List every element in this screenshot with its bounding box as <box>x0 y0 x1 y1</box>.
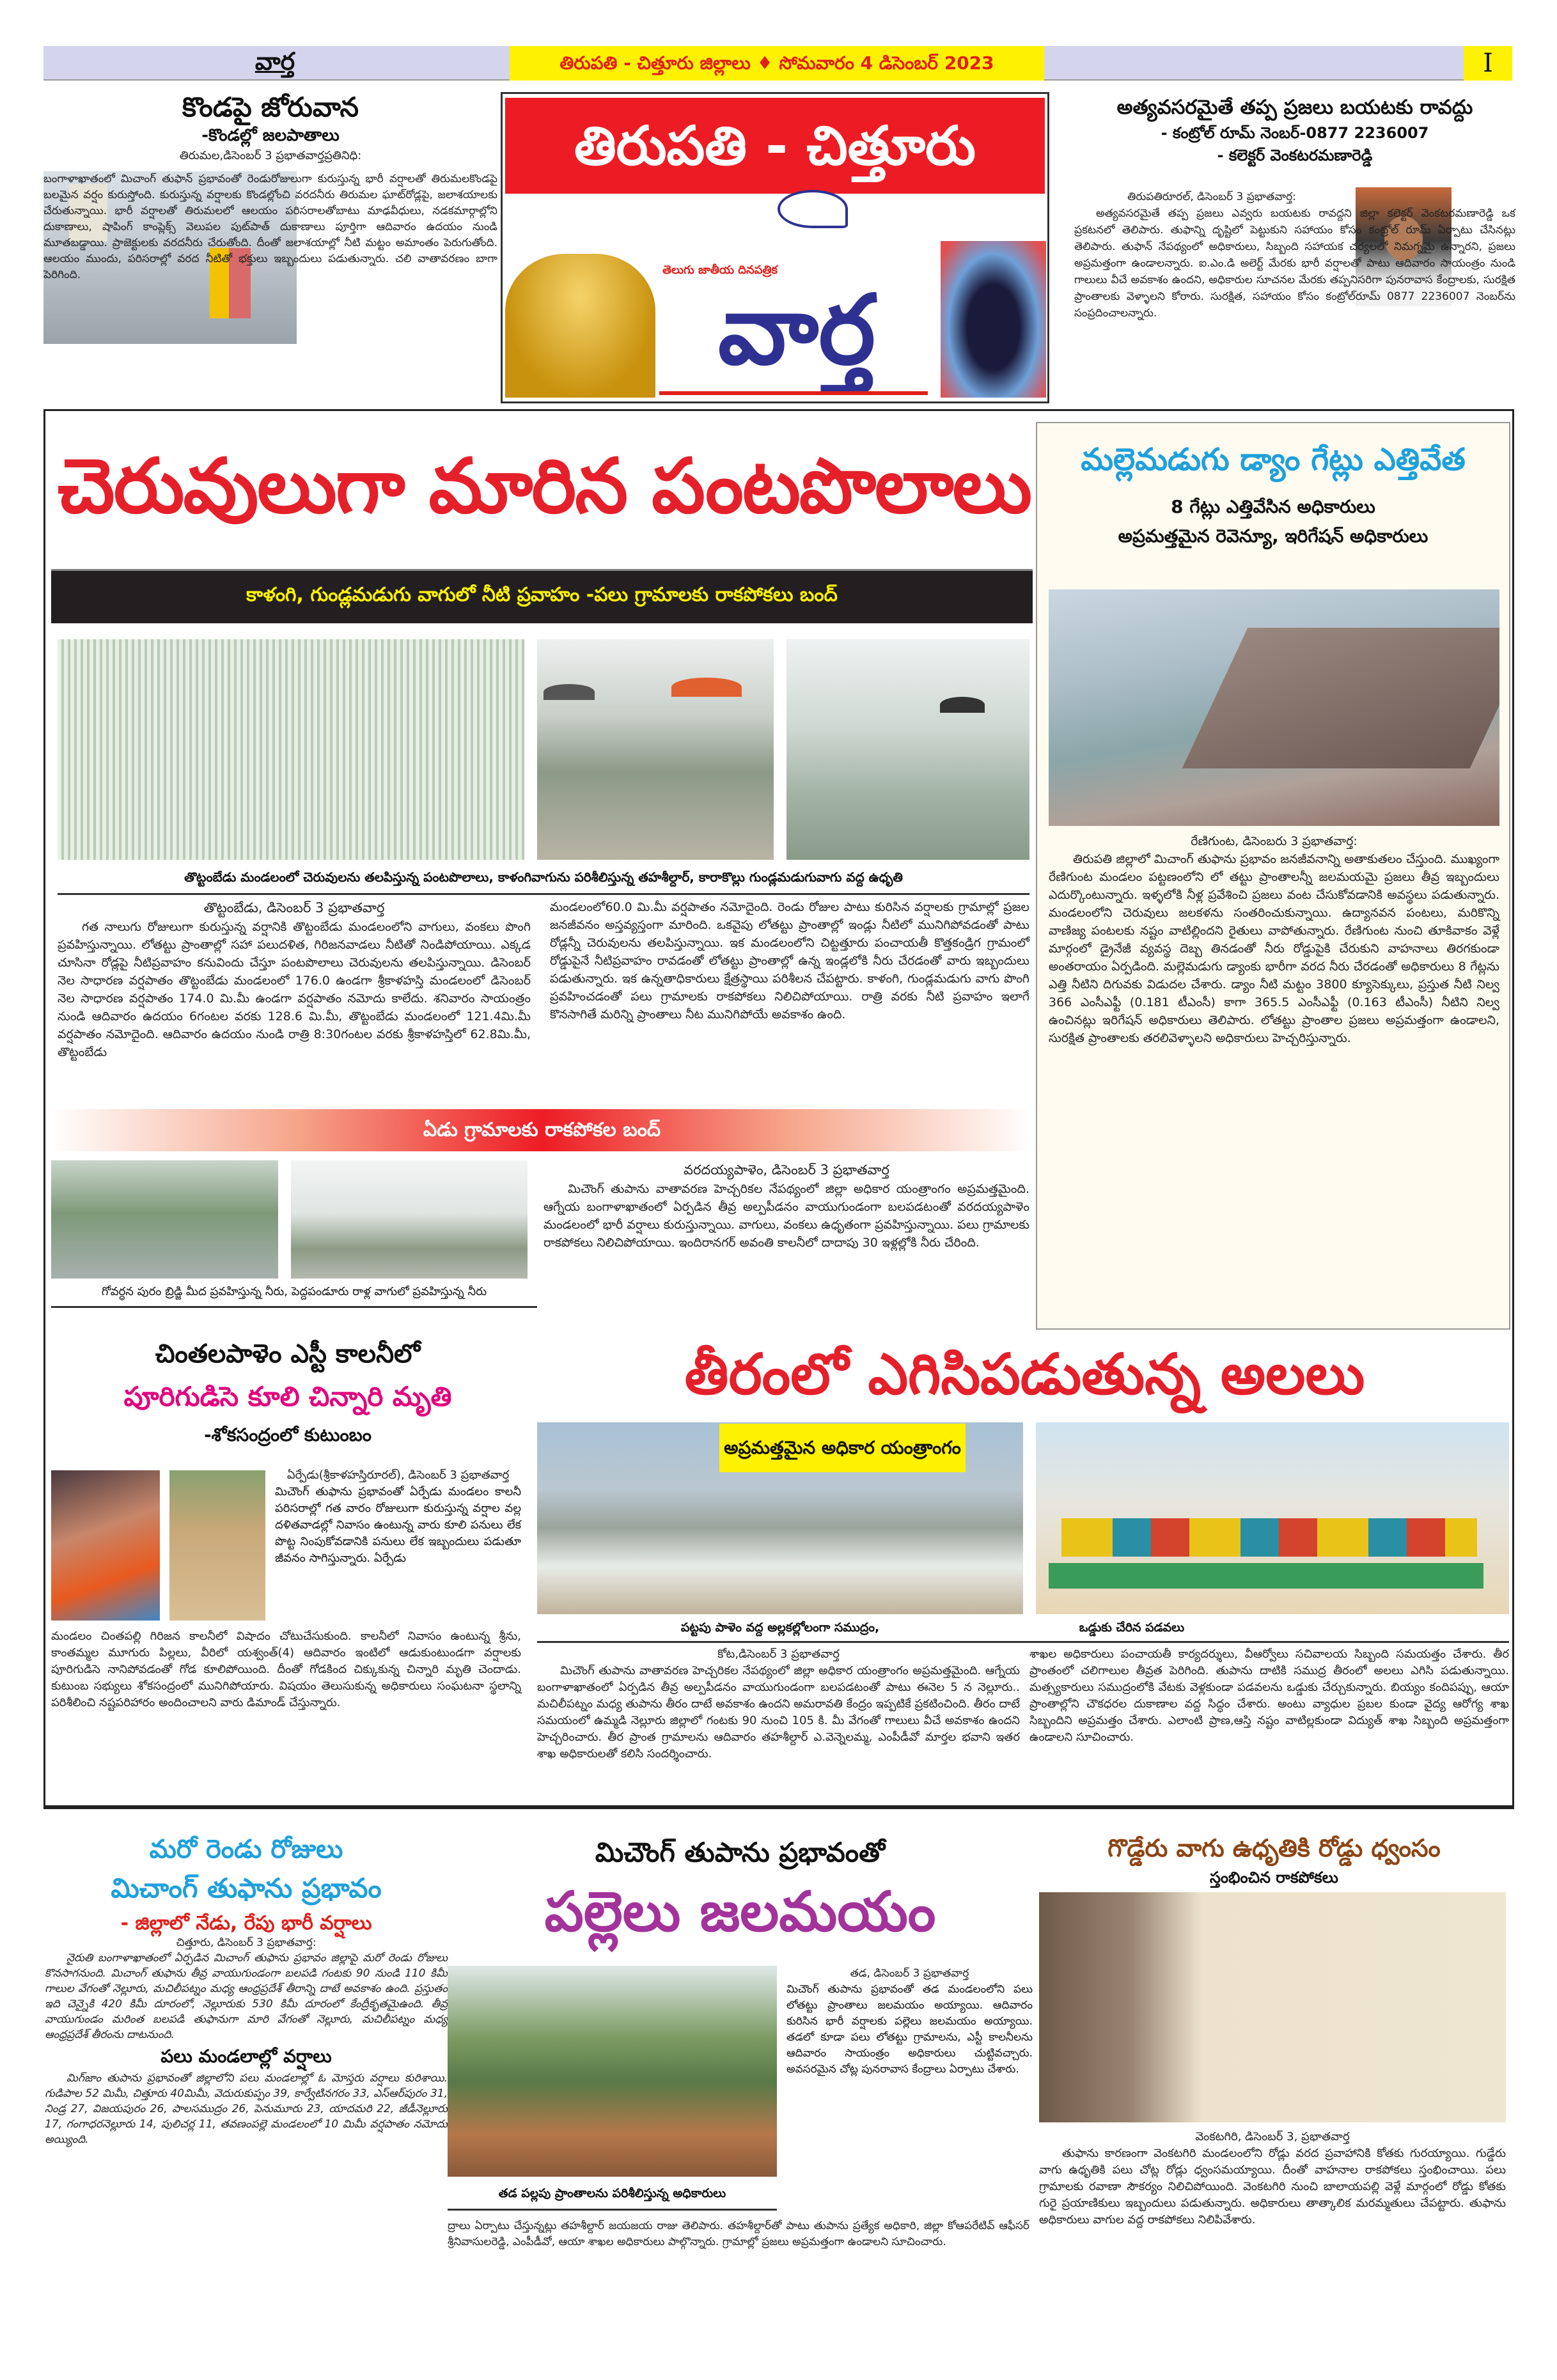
dove-icon <box>778 190 848 228</box>
villages-headline: పల్లెలు జలమయం <box>544 1880 936 1945</box>
child-death-story <box>51 1333 524 1787</box>
header-logo: వార్త <box>254 47 295 75</box>
article-text: బంగాళాఖాతంలో మిచాంగ్ తుఫాన్ ప్రభావంతో రెండురోజులుగా కురుస్తున్న భారీ వర్షాలతో తిరుమలకొండపై బలమైన వర్షం కురుస్తోంది. కురుస్తున్న వర్షాలకు కొండల్లోంచి వరదనీరు తిరుమల ఘాట్‌రోడ్లపై, జలాశయాలకు చేరుతున్నాయి. భారీ వర్షాలతో తిరుమలలో ఆలయం పరిసరాలతోబాటు మాఢవీధులు, నడకమార్గాల్లోని దుకాణాలు, షాపింగ్ కాంప్లెక్స్ వెలుపల పుట్‌పాత్ దుకాణాలు పూర్తిగా ఆదివారం ఉదయం నుండి మూతబడ్డాయి. ప్రాజెక్టులకు వరదనీరు చేరుతోంది. దీంతో జలాశయాల్లో నీటి మట్టం అమాంతం పెరుగుతోంది. ఆలయం ముందు, పరిసరాల్లో వరద నీటితో భక్తులు ఇబ్బందులు పడుతున్నారు. చలి వాతావరణం బాగా పెరిగింది. <box>43 173 497 281</box>
two-days-headline-2: మిచాంగ్ తుఫాను ప్రభావం <box>111 1872 382 1904</box>
photo-collapsed-hut <box>169 1470 265 1621</box>
villages-side-text <box>786 1966 1033 2078</box>
dateline: తిరుమల,డిసెంబర్ 3 ప్రభాతవార్తప్రతినిధి: <box>179 149 362 163</box>
article-text: మిగ్‌జాం తుపాను ప్రభావంతో జిల్లాలోని పలు మండలాల్లో ఓ మోస్తరు వర్షాలు కురిశాయి. గుడిపాల 52 మిమీ, చిత్తూరు 40మిమీ, వెదురుకుప్పం 39, కార్వేటినగరం 33, ఎస్‌ఆర్‌పురం 31, నిండ్ర 27, విజయపురం 26, పాలసముద్రం 26, పెనుమూరు 23, యాదమరి 22, జీడీనెల్లూరు 17, గంగాధరనెల్లూరు 14, పులిచర్ల 11, తవణంపల్లె మండలంలో 10 మిమీ వర్షపాతం నమోదు అయ్యింది. <box>45 2071 448 2146</box>
photo-child <box>51 1470 160 1621</box>
coastal-strap: అప్రమత్తమైన అధికార యంత్రాంగం <box>719 1424 966 1472</box>
headline: కొండపై జోరువాన <box>182 91 359 123</box>
villages-photo-caption: తడ పల్లపు ప్రాంతాలను పరిశీలిస్తున్న అధికారులు <box>448 2186 777 2211</box>
child-subhead: -శోకసంద్రంలో కుటుంబం <box>204 1424 372 1446</box>
article-text: మిచౌంగ్ తుపాను వాతావరణ హెచ్చరికల నేపథ్యంలో జిల్లా అధికార యంత్రాంగం అప్రమత్తమైంది. ఆగ్నేయ బంగాళాఖాతంలో ఏర్పడిన తీవ్ర అల్పపీడనం వాయుగుండంగా బలపడటంతో వరదయ్యపాళెం మండలంలో భారీ వర్షాలు కురుస్తున్నాయి. వాగులు, వంకలు ఉధృతంగా ప్రవహిస్తున్నాయి. పలు గ్రామాలకు రాకపోకలు నిలిచిపోయాయి. ఇందిరానగర్ అవంతి కాలనీలో దాదాపు 30 ఇళ్లల్లోకి నీరు చేరింది. <box>544 1182 1029 1250</box>
article-text: మిచౌంగ్ తుఫాను ప్రభావంతో ఏర్పేడు మండలం కాలనీ పరిసరాల్లో గత వారం రోజులుగా కురుస్తున్న వర్షాల వల్ల దళితవాడల్లో నివాసం ఉంటున్న వారు కూలి పనులు లేక పొట్ట నింపుకోవడానికి పనులు లేక ఇబ్బందులు పడుతూ జీవనం సాగిస్తున్నారు. ఏర్పేడు <box>275 1485 521 1565</box>
coastal-body-col1 <box>537 1663 1020 1762</box>
two-days-body-2 <box>45 2071 448 2147</box>
photo-damaged-road <box>1039 1892 1506 2122</box>
lead-strap: కాళంగి, గుండ్లమడుగు వాగులో నీటి ప్రవాహం -పలు గ్రామాలకు రాకపోకలు బంద్ <box>51 569 1033 623</box>
dam-body <box>1049 850 1499 1047</box>
photo-flooded-fields <box>58 639 524 860</box>
photo-bridge-water <box>51 1160 278 1279</box>
child-body <box>51 1628 521 1711</box>
article-text: మండలంలో60.0 మి.మీ వర్షపాతం నమోదైంది. రెండు రోజుల పాటు కురిసిన వర్షాలకు గ్రామాల్లో ప్రజల జనజీవనం అస్తవ్యస్తంగా మారింది. ఒకవైపు లోతట్టు ప్రాంతాల్లో ఇండ్లు నీటిలో మునిగిపోవడంతో పాటు రోడ్లన్నీ చెరువులను తలపిస్తున్నాయి. ఇక మండలంలోని చిట్టత్తూరు పంచాయతీ కొత్తకండ్రిగ గ్రామంలో రోడ్డుపైనే నీటిప్రవాహం రావడంతో లోతట్టు ప్రాంతాల్లో ఉన్న ఇండ్లలోకి నీరు చేరడంతో వారు ఇబ్బందులు పడుతున్నారు. ఇక ఉన్నతాధికారులు క్షేత్రస్థాయి పరిశీలన చేపట్టారు. కాళంగి, గుండ్లమడుగు వాగు పొంగి ప్రవహించడంతో పలు గ్రామాలకు రాకపోకలు నిలిచిపోయాయి. రాత్రి వరకు నీటి ప్రవాహం ఇలాగే కొనసాగితే మరిన్ని ప్రాంతాలు నీట మునిగిపోయే అవకాశం ఉంది. <box>550 900 1029 1022</box>
dateline: చిత్తూరు, డిసెంబర్ 3 ప్రభాతవార్త: <box>176 1936 317 1949</box>
lead-dateline: తొట్టంబేడు, డిసెంబర్ 3 ప్రభాతవార్త <box>203 900 385 915</box>
photo-stream-overflow <box>786 639 1029 860</box>
child-side-text <box>275 1467 521 1567</box>
dam-headline: మల్లెమడుగు డ్యాం గేట్లు ఎత్తివేత <box>1081 442 1466 478</box>
article-text: ద్రాలు ఏర్పాటు చేస్తున్నట్లు తహశీల్దార్ జయజయ రాజు తెలిపారు. తహశీల్దార్‌తో పాటు తుపాను ప్రత్యేక అధికారి, జిల్లా కోఆపరేటివ్ ఆఫీసర్ శ్రీనివాసులరెడ్డి, ఎంపీడీవో, ఆయా శాఖల అధికారులు పాల్గొన్నారు. గ్రామాల్లో ప్రజలు అప్రమత్తంగా ఉండాలని సూచించారు. <box>448 2220 1029 2248</box>
lead-body-col2 <box>550 898 1029 1023</box>
article-collector-appeal <box>1074 93 1515 406</box>
article-body <box>1074 189 1515 322</box>
photo-tahsildar-inspecting <box>537 639 774 860</box>
article-body <box>43 171 497 283</box>
villages-body <box>448 2218 1029 2250</box>
caption-boats: ఒడ్డుకు చేరిన పడవలు <box>1079 1621 1185 1635</box>
temple-gopuram-image <box>505 254 655 398</box>
child-headline-1: చింతలపాళెం ఎస్టీ కాలనీలో <box>155 1339 421 1369</box>
article-text: తిరుపతి జిల్లాలో మిచాంగ్ తుఫాను ప్రభావం జనజీవనాన్ని అతాకుతలం చేస్తుంది. ముఖ్యంగా రేణిగుంట మండలం పట్టణంలోని లో తట్టు ప్రాంతాలన్నీ జలమయమై ప్రజలు తీవ్ర ఇబ్బందులు ఎదుర్కొంటున్నారు. ఇళ్ళలోకి నీళ్ల ప్రవేశించి ప్రజలు వంట చేసుకోవడానికి అవస్థలు పడుతున్నారు. మండలంలోని చెరువులు జలకళను సంతరించుకున్నాయి. ఉద్యానవన పంటలు, మరికొన్ని వాణిజ్య పంటలకు నష్టం వాటిల్లిందని రైతులు వాపోతున్నారు. రేణిగుంట నుంచి తూకివాకం వెళ్లే మార్గంలో డ్రైనేజీ వ్యవస్థ దెబ్బ తినడంతో నీరు రోడ్డుపైకి చేరుకుని వాహనాలు తిరగకుండా అంతరాయం ఏర్పడింది. మల్లెమడుగు డ్యాంకు భారీగా వరద నీరు చేరడంతో అధికారులు 8 గేట్లను ఎత్తి నీటిని దిగువకు విడుదల చేశారు. డ్యాం నీటి మట్టం 3800 క్యూసెక్కులు, ప్రస్తుత నీటి నిల్వ 366 ఎంసీఎఫ్టీ (0.181 టీఎంసీ) కాగా 365.5 ఎంసీఎఫ్టీ (0.163 టీఎంసీ) నీటిని నిల్వ ఉంచినట్లు ఇరిగేషన్ అధికారులు తెలిపారు. లోతట్టు ప్రాంతాల ప్రజలు అప్రమత్తంగా ఉండాలని, సురక్షిత ప్రాంతాలకు తరలివెళ్ళాలని అధికారులు హెచ్చరిస్తున్నారు. <box>1049 852 1499 1045</box>
child-headline-2: పూరిగుడిసె కూలి చిన్నారి మృతి <box>123 1381 452 1412</box>
lead-body-col1 <box>58 918 531 1061</box>
article-text: శాఖల అధికారులు పంచాయతీ కార్యదర్శులు, వీఆర్వోలు సచివాలయ సిబ్బంది సమయత్తం చేశారు. తీర ప్రాంతంలో చలిగాలుల తీవ్రత పెరిగింది. తుపాను దాటికి సముద్ర తీరంలో అలలు ఎగిసి పడుతున్నాయి. మత్స్యకారులు సముద్రంలోకి వేటకు వెళ్లకుండా పడవలను ఒడ్డుకు చేర్చుకున్నారు. బియ్యం కందిపప్పు, ఆయా ప్రాంతాల్లోని చౌకధరల దుకాణాల వద్ద సిద్ధం చేశారు. అంటు వ్యాధుల ప్రబల కుండా వైద్య ఆరోగ్య శాఖ సిబ్బందిని అప్రమత్తం చేశారు. ఎలాంటి ప్రాణ,ఆస్తి నష్టం వాటిల్లకుండా విద్యుత్ శాఖ సిబ్బంది అప్రమత్తంగా ఉండాలని సూచించారు. <box>1029 1647 1509 1744</box>
two-days-headline-1: మరో రెండు రోజులు <box>149 1835 343 1864</box>
dateline: వరదయ్యపాళెం, డిసెంబర్ 3 ప్రభాతవార్త <box>684 1162 889 1178</box>
road-headline: గొడ్డేరు వాగు ఉధృతికి రోడ్డు ధ్వంసం <box>1107 1834 1441 1862</box>
two-days-body <box>45 1950 448 2042</box>
villages-kicker: మిచౌంగ్ తుపాను ప్రభావంతో <box>595 1837 886 1868</box>
article-tirumala-rain <box>43 89 497 409</box>
lead-photo-caption: తొట్టంబేడు మండలంలో చెరువులను తలపిస్తున్న పంటపొలాలు, కాళంగివాగును పరిశీలిస్తున్న తహశీల్దార్, కారాకొల్లు గుండ్లమడుగువాగు వద్ద ఉధృతి <box>58 869 1029 895</box>
article-text: తుఫాను కారణంగా వెంకటగిరి మండలంలోని రోడ్లు వరద ప్రవాహానికి కోతకు గురయ్యాయి. గుడ్డేరు వాగు ఉధృతికి పలు చోట్ల రోడ్లు ధ్వంసమయ్యాయి. దీంతో వాహనాల రాకపోకలు స్తంభించాయి. పలు గ్రామాలకు రవాణా సౌకర్యం నిలిచిపోయింది. వెంకటగిరి నుంచి బాలాయపల్లి వెళ్లే మార్గంలో రోడ్డు కోతకు గురై ప్రయాణికులు ఇబ్బందులు పడుతున్నారు. అధికారులు తాత్కాలిక మరమ్మతులు చేపట్టారు. తుఫాను అధికారులు వాగుల వద్ద రాకపోకలు నిలిపివేశారు. <box>1039 2147 1506 2227</box>
subhead-control-room: - కంట్రోల్ రూమ్ నెంబర్-0877 2236007 <box>1161 123 1429 142</box>
page-number: I <box>1464 46 1512 81</box>
two-days-subhead: - జిల్లాలో నేడు, రేపు భారీ వర్షాలు <box>120 1912 372 1935</box>
seven-villages-body <box>544 1180 1029 1252</box>
dam-subhead-gates: 8 గేట్లు ఎత్తివేసిన అధికారులు <box>1171 496 1375 518</box>
coastal-body-col2 <box>1029 1646 1509 1746</box>
seven-villages-banner: ఏడు గ్రామాలకు రాకపోకల బంద్ <box>51 1109 1033 1151</box>
coastal-headline: తీరంలో ఎగిసిపడుతున్న అలలు <box>684 1341 1365 1407</box>
lead-headline: చెరువులుగా మారిన పంటపొలాలు <box>58 442 1031 530</box>
subsection-heading: పలు మండలాల్లో వర్షాలు <box>160 2045 332 2067</box>
dateline: తడ, డిసెంబర్ 3 ప్రభాతవార్త <box>850 1967 969 1980</box>
road-subhead: స్తంభించిన రాకపోకలు <box>1210 1868 1338 1886</box>
caption-rough-sea: పట్టపు పాళెం వద్ద అల్లకల్లోలంగా సముద్రం, <box>680 1621 880 1635</box>
dam-story <box>1036 422 1510 1330</box>
article-text: మండలం చింతపల్లి గిరిజన కాలనీలో విషాదం చోటుచేసుకుంది. కాలనీలో నివాసం ఉంటున్న శ్రీను, కాంతమ్మల మూగురు పిల్లలు, వీరిలో యశ్వంత్(4) ఆదివారం ఇంటిలో ఆడుకుంటుండగా వర్షాలకు పూరిగుడిసె నానిపోవడంతో గోడ కూలిపోయింది. దీంతో గోడకింద చిక్కుకున్న చిన్నారి మృతి చెందాడు. కుటుంబ సభ్యులు శోకసంద్రంలో మునిగిపోయారు. విషయం తెలుసుకున్న అధికారులు సంఘటనా స్థలాన్ని పరిశీలించి నష్టపరిహారం అందించాలని వారు డిమాండ్ చేస్తున్నారు. <box>51 1629 521 1709</box>
subhead-collector: - కలెక్టర్ వెంకటరమణారెడ్డి <box>1217 146 1373 165</box>
seven-villages-photo-caption: గోవర్ధన పురం బ్రిడ్జి మీద ప్రవహిస్తున్న నీరు, పెద్దపండూరు రాళ్ల వాగులో ప్రవహిస్తున్న నీరు <box>51 1285 537 1308</box>
villages-flooded-story <box>448 1822 1033 2378</box>
divider <box>537 1641 1509 1643</box>
dateline: ఏర్పేడు(శ్రీకాళహస్తిరూరల్), డిసెంబర్ 3 ప్రభాతవార్త <box>286 1468 510 1482</box>
logo-underline <box>659 391 928 395</box>
masthead <box>501 92 1049 403</box>
edition-line: తిరుపతి - చిత్తూరు జిల్లాలు ♦ సోమవారం 4 డిసెంబర్ 2023 <box>510 46 1044 81</box>
article-text: నైరుతి బంగాళాఖాతంలో ఏర్పడిన మిచాంగ్ తుఫాను ప్రభావం జిల్లాపై మరో రెండు రోజులు కొనసాగనుంది. మిచాంగ్ తుఫాను తీవ్ర వాయుగుండంగా బలపడి గంటకు 90 నుండి 110 కిమీ గాలుల వేగంతో నెల్లూరు, మచిలీపట్నం మధ్య ఆంధ్రప్రదేశ్ తీరాన్ని దాటే అవకాశం ఉంది. ప్రస్తుతం ఇది చెన్నైకి 420 కిమీ దూరంలో, నెల్లూరుకు 530 కిమీ దూరంలో కేంద్రీకృతమైఉంది. తీవ్ర వాయుగుండం మరింత బలపడి తుఫానుగా మారి వేగంతో నెల్లూరు, మచిలీపట్నం మధ్య ఆంధ్రప్రదేశ్ తీరంను దాటనుంది. <box>45 1951 448 2041</box>
masthead-title: తిరుపతి - చిత్తూరు <box>505 98 1045 194</box>
masthead-tagline: తెలుగు జాతీయ దినపత్రిక <box>662 263 778 277</box>
article-text: గత నాలుగు రోజులుగా కురుస్తున్న వర్షానికి తొట్టంబేడు మండలంలోని వాగులు, వంకలు పొంగి ప్రవహిస్తున్నాయి. లోతట్టు ప్రాంతాల్లో సహా పలుదళిత, గిరిజనవాడలు నీటితో నిండిపోయాయి. ఎక్కడ చూసినా రోడ్లపై నీటిప్రవాహం కనువిందు చేస్తూ పంటపొలాలు చెరువులను తలపిస్తున్నాయి. డిసెంబర్ నెల సాధారణ వర్షపాతం తొట్టంబేడు మండలంలో 176.0 ఉండగా శ్రీకాళహస్తి మండలంలో డిసెంబర్ నెల సాధారణ వర్షపాతం 174.0 మి.మీ ఉండగా వర్షపాతం నమోదు కాలేదు. శనివారం సాయంత్రం నుండి ఆదివారం ఉదయం 6గంటల వరకు 128.6 మి.మీ, తొట్టంబేడు మండలంలో 121.4మి.మీ వర్షపాతం నమోదైంది. ఆదివారం ఉదయం నుండి రాత్రి 8:30గంటల వరకు శ్రీకాళహస్తిలో 62.8మి.మీ, తొట్టంబేడు <box>58 920 531 1059</box>
dam-dateline: రేణిగుంట, డిసెంబరు 3 ప్రభాతవార్త: <box>1191 834 1357 848</box>
subhead: -కొండల్లో జలపాతాలు <box>201 126 340 146</box>
photo-officials-inspecting <box>448 1966 777 2177</box>
photo-stream-water <box>291 1160 528 1279</box>
dateline: తిరుపతిరూరల్, డిసెంబర్ 3 ప్రభాతవార్త: <box>1127 191 1296 203</box>
article-text: మిచౌంగ్ తుపాను ప్రభావంతో తడ మండలంలోని పలు లోతట్టు ప్రాంతాలు జలమయం అయ్యాయి. ఆదివారం కురిసిన భారీ వర్షాలకు పల్లెలు జలమయం అయ్యాయి. తడలో కూడా పలు లోతట్టు గ్రామాలను, ఎస్టీ కాలనీలను ఆదివారం సాయంత్రం అధికారులు చుట్టివచ్చారు. అవసరమైన చోట్ల పునరావాస కేంద్రాలు ఏర్పాటు చేశారు. <box>786 1983 1033 2076</box>
dam-subhead-officials: అప్రమత్తమైన రెవెన్యూ, ఇరిగేషన్ అధికారులు <box>1118 525 1428 547</box>
road-body <box>1039 2145 1506 2228</box>
photo-boats-ashore <box>1036 1422 1509 1614</box>
road-dateline: వెంకటగిరి, డిసెంబర్ 3, ప్రభాతవార్త <box>1195 2130 1350 2143</box>
road-damage-story <box>1036 1822 1512 2378</box>
headline: అత్యవసరమైతే తప్ప ప్రజలు బయటకు రావద్దు <box>1116 96 1473 119</box>
coastal-dateline: కోట,డిసెంబర్ 3 ప్రభాతవార్త <box>717 1647 840 1661</box>
seven-villages-story <box>51 1109 1033 1320</box>
coastal-story <box>537 1333 1512 1787</box>
masthead-logo: వార్త <box>717 275 876 386</box>
two-days-story <box>45 1822 448 2378</box>
article-text: అత్యవసరమైతే తప్ప ప్రజలు ఎవ్వరు బయటకు రావద్దని జిల్లా కలెక్టర్ వెంకటరమణారెడ్డి ఒక ప్రకటనలో తెలిపారు. తుఫాన్ని దృష్టిలో పెట్టుకుని సహాయం కోసం కంట్రోల్ రూమ్ ఏర్పాటు చేసినట్లు తెలిపారు. తుఫాన్ నేపథ్యంలో అధికారులు, సిబ్బంది సహాయక చర్యలలో నిమగ్నమై ఉన్నారని, ప్రజలు అప్రమత్తంగా ఉండాలన్నారు. ఐ.ఎం.డి అలెర్ట్ మేరకు భారీ వర్షాలతో పాటు ఆదివారం సాయంత్రం నుండి గాలులు వీచే అవకాశం ఉందని, అధికారుల సూచనల మేరకు తప్పనిసరిగా పునరావాస కేంద్రాలకు, సురక్షిత ప్రాంతాలకు వెళ్ళాలని కోరారు. సురక్షిత, సహాయం కోసం కంట్రోల్‌రూమ్ 0877 2236007 నెంబర్‌ను సంప్రదించాలన్నారు. <box>1074 207 1515 320</box>
ganesha-idol-image <box>941 241 1046 398</box>
lead-story <box>51 422 1033 1112</box>
photo-dam-gates <box>1049 589 1499 826</box>
article-text: మిచౌంగ్ తుపాను వాతావరణ హెచ్చరికల నేపథ్యంలో జిల్లా అధికార యంత్రాంగం అప్రమత్తమైంది. ఆగ్నేయ బంగాళాఖాతంలో ఏర్పడిన తీవ్ర అల్పపీడనం వాయుగుండంగా బలపడటంతో పాటు ఈనెల 5 న నెల్లూరు.. మచిలీపట్నం మధ్య తుపాను తీరం దాటే అవకాశం ఉందని అమరావతి కేంద్రం ఇప్పటికే ప్రకటించింది. తీరం దాటే సమయంలో ఉమ్మడి నెల్లూరు జిల్లాలో గంటకు 90 నుంచి 105 కి. మీ వేగంతో గాలులు వీచే అవకాశం ఉందని హెచ్చరించారు. తీర ప్రాంత గ్రామాలను ఆదివారం తహశీల్దార్ ఎ.వెన్నెలమ్మ, ఎంపీడీవో మార్తల భవాని ఇతర శాఖ అధికారులతో కలిసి సందర్శించారు. <box>537 1664 1020 1761</box>
